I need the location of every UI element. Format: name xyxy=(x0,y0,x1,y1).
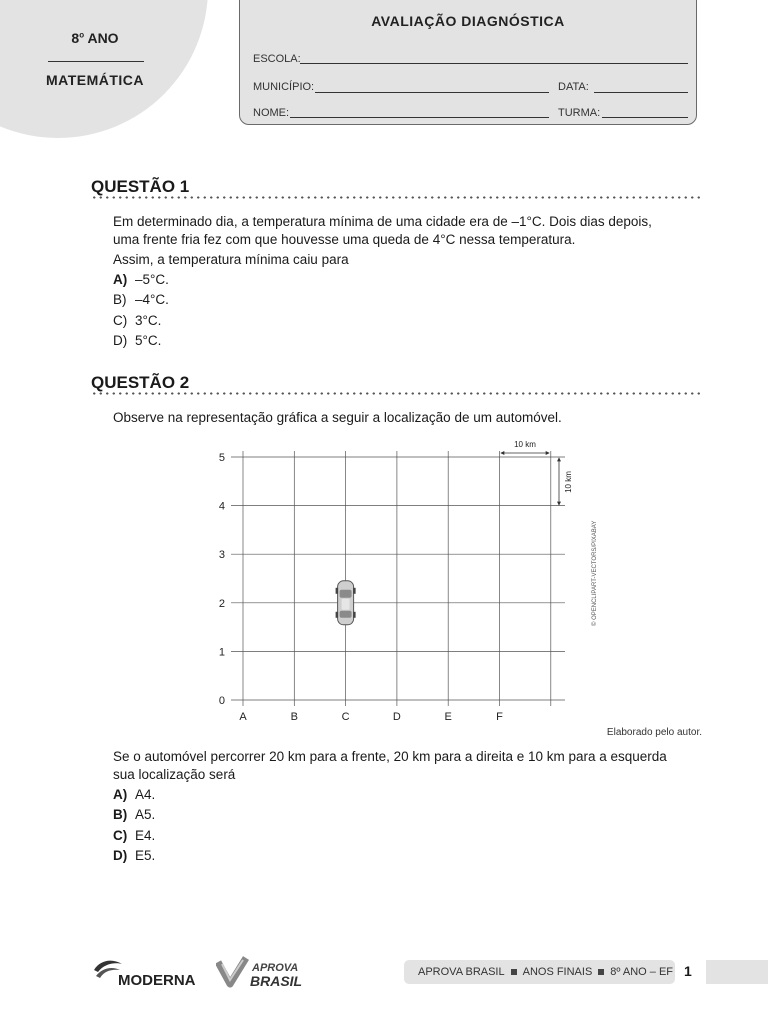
municipio-label: MUNICÍPIO: xyxy=(253,81,315,93)
x-tick-label: D xyxy=(392,711,401,723)
escola-label: ESCOLA: xyxy=(253,53,301,65)
question-2-text-line-1: Se o automóvel percorrer 20 km para a frente, 20 km para a direita e 10 km para a esquerda xyxy=(113,749,667,764)
nome-label: NOME: xyxy=(253,107,290,119)
question-2-text-line-2: sua localização será xyxy=(113,767,236,782)
question-2-divider xyxy=(91,392,703,395)
question-2-intro: Observe na representação gráfica a seguir a localização de um automóvel. xyxy=(113,410,562,425)
municipio-field[interactable] xyxy=(315,92,549,93)
vertical-scale-label: 10 km xyxy=(564,471,573,493)
corner-circle-decoration xyxy=(0,0,208,138)
turma-field[interactable] xyxy=(602,117,688,118)
horizontal-scale-label: 10 km xyxy=(514,440,536,449)
svg-text:APROVA: APROVA xyxy=(252,962,299,974)
scale-indicators xyxy=(501,440,573,505)
q1-option-d[interactable]: D) 5°C. xyxy=(113,333,162,348)
escola-field[interactable] xyxy=(300,63,688,64)
aprova-brasil-logo xyxy=(216,954,306,990)
grid-lines xyxy=(231,451,565,706)
question-2-title: QUESTÃO 2 xyxy=(91,373,190,392)
chart-caption: Elaborado pelo autor. xyxy=(606,727,702,738)
header-form xyxy=(239,0,697,125)
moderna-logo xyxy=(92,956,204,988)
data-field[interactable] xyxy=(594,92,688,93)
q2-option-d[interactable]: D) E5. xyxy=(113,848,156,863)
page-number: 1 xyxy=(684,963,692,979)
footer-series-label: APROVA BRASIL ANOS FINAIS 8 º ANO – EF xyxy=(404,960,675,984)
data-label: DATA: xyxy=(558,81,589,93)
question-1-divider xyxy=(91,196,703,199)
q2-option-b[interactable]: B) A5. xyxy=(113,807,156,822)
question-1-title: QUESTÃO 1 xyxy=(91,177,190,196)
assessment-title: AVALIAÇÃO DIAGNÓSTICA xyxy=(371,13,565,29)
y-tick-label: 5 xyxy=(218,452,225,464)
svg-text:BRASIL: BRASIL xyxy=(250,973,303,989)
question-1-text-line-1: Em determinado dia, a temperatura mínima de uma cidade era de –1°C. Dois dias depois, xyxy=(113,214,652,229)
svg-text:MODERNA: MODERNA xyxy=(118,972,196,988)
bullet-square-icon xyxy=(511,969,517,975)
x-tick-label: F xyxy=(496,711,503,723)
x-tick-label: C xyxy=(341,711,350,723)
q2-option-a[interactable]: A) A4. xyxy=(113,787,156,802)
q1-option-a[interactable]: A) –5°C. xyxy=(113,272,169,287)
location-grid-chart xyxy=(205,436,575,726)
nome-field[interactable] xyxy=(290,117,549,118)
y-tick-label: 3 xyxy=(218,549,225,562)
x-tick-label: E xyxy=(444,711,452,723)
grade-divider xyxy=(48,61,144,62)
y-tick-label: 0 xyxy=(218,695,225,707)
image-credit: © OPENCLIPART-VECTORS/PIXABAY xyxy=(592,520,598,626)
q1-option-b[interactable]: B) –4°C. xyxy=(113,292,169,307)
axis-tick-labels xyxy=(219,452,503,723)
y-tick-label: 1 xyxy=(218,646,225,659)
x-tick-label: B xyxy=(290,711,298,723)
question-1-text-line-2: uma frente fria fez com que houvesse uma queda de 4°C nessa temperatura. xyxy=(113,232,576,247)
x-tick-label: A xyxy=(239,711,247,723)
car-icon xyxy=(336,581,356,625)
subject-label: MATEMÁTICA xyxy=(45,72,145,88)
grade-year: 8$^o$ ANO xyxy=(71,30,119,46)
y-tick-label: 4 xyxy=(218,500,225,513)
q2-option-c[interactable]: C) E4. xyxy=(113,828,156,843)
bullet-square-icon xyxy=(598,969,604,975)
turma-label: TURMA: xyxy=(558,107,601,119)
y-tick-label: 2 xyxy=(218,597,225,610)
question-1-prompt: Assim, a temperatura mínima caiu para xyxy=(113,252,349,267)
footer-tab xyxy=(706,960,768,984)
q1-option-c[interactable]: C) 3°C. xyxy=(113,313,162,328)
